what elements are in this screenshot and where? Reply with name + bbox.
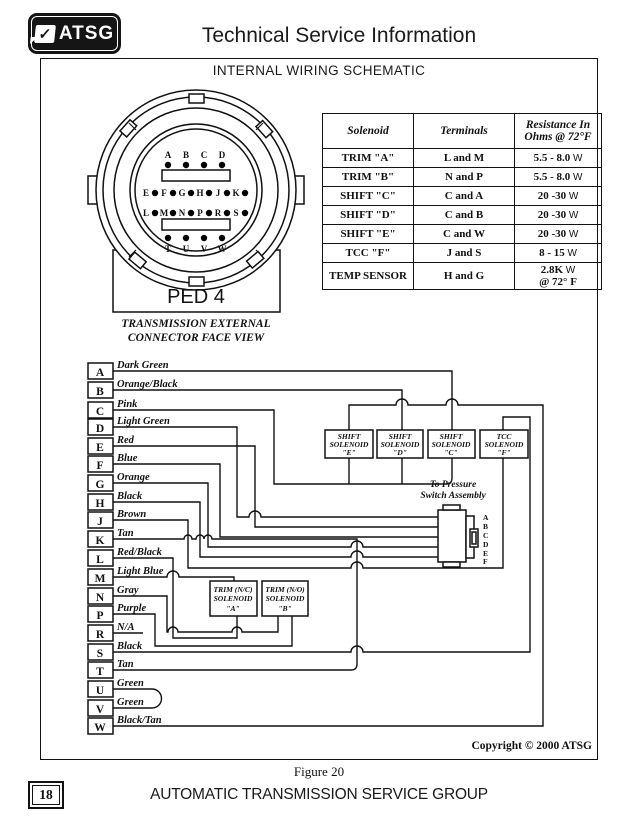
svg-text:SOLENOID: SOLENOID	[484, 440, 524, 449]
svg-text:B: B	[96, 386, 104, 398]
connector-face-drawing	[88, 90, 304, 344]
svg-text:T: T	[96, 666, 104, 678]
svg-text:To Pressure: To Pressure	[429, 480, 477, 490]
svg-text:Switch Assembly: Switch Assembly	[420, 491, 486, 501]
svg-text:N/A: N/A	[117, 622, 135, 633]
svg-text:H: H	[196, 188, 204, 198]
svg-text:P: P	[197, 208, 203, 218]
svg-text:F: F	[96, 460, 104, 472]
svg-text:Orange: Orange	[117, 472, 150, 483]
solenoid-boxes	[325, 430, 528, 458]
svg-text:SOLENOID: SOLENOID	[329, 440, 369, 449]
svg-text:SOLENOID: SOLENOID	[431, 440, 471, 449]
table-row: TRIM "B" N and P 5.5 - 8.0 W	[323, 168, 602, 187]
connector-label: PED 4	[167, 286, 225, 308]
svg-text:D: D	[218, 150, 226, 160]
svg-text:L: L	[96, 554, 104, 566]
svg-text:Pink: Pink	[117, 399, 138, 410]
svg-text:TRIM (N/O): TRIM (N/O)	[265, 585, 305, 594]
svg-text:D: D	[483, 540, 489, 549]
svg-text:U: U	[95, 685, 105, 697]
svg-text:Tan: Tan	[117, 528, 134, 539]
svg-text:S: S	[233, 208, 239, 218]
svg-text:"E": "E"	[342, 448, 356, 457]
svg-text:SHIFT: SHIFT	[388, 432, 412, 441]
connector-caption-1: TRANSMISSION EXTERNAL	[121, 318, 271, 330]
svg-text:G: G	[95, 479, 105, 491]
svg-text:M: M	[94, 573, 106, 585]
wiring-lines	[113, 371, 543, 726]
svg-text:G: G	[178, 188, 186, 198]
svg-text:Orange/Black: Orange/Black	[117, 379, 178, 390]
svg-text:E: E	[96, 442, 104, 454]
svg-text:"C": "C"	[444, 448, 458, 457]
svg-text:E: E	[483, 549, 489, 558]
table-row: TRIM "A" L and M 5.5 - 8.0 W	[323, 149, 602, 168]
svg-text:C: C	[95, 406, 105, 418]
svg-text:"B": "B"	[278, 604, 292, 613]
svg-text:R: R	[95, 629, 105, 641]
svg-text:D: D	[95, 423, 105, 435]
svg-text:P: P	[96, 610, 104, 622]
svg-text:J: J	[97, 516, 103, 528]
svg-text:"D": "D"	[393, 448, 407, 457]
trim-solenoid-boxes	[210, 581, 308, 616]
svg-text:Black: Black	[117, 491, 143, 502]
svg-text:C: C	[200, 150, 208, 160]
svg-text:TCC: TCC	[496, 432, 512, 441]
svg-text:A: A	[483, 513, 489, 522]
svg-text:Light Blue: Light Blue	[117, 566, 164, 577]
svg-text:SOLENOID: SOLENOID	[265, 594, 305, 603]
svg-text:J: J	[215, 188, 221, 198]
col-header-resistance: Resistance In Ohms @ 72°F	[515, 114, 602, 149]
svg-text:N: N	[178, 208, 186, 218]
svg-text:R: R	[214, 208, 222, 218]
svg-text:F: F	[483, 557, 488, 566]
svg-text:C: C	[483, 531, 489, 540]
svg-text:Purple: Purple	[117, 603, 147, 614]
wire-color-labels	[116, 360, 178, 726]
svg-text:H: H	[95, 498, 105, 510]
svg-text:"A": "A"	[226, 604, 240, 613]
table-row: SHIFT "D" C and B 20 -30 W	[323, 206, 602, 225]
svg-text:A: A	[164, 150, 172, 160]
svg-text:Light Green: Light Green	[117, 416, 170, 427]
svg-text:V: V	[200, 244, 208, 254]
svg-text:M: M	[159, 208, 169, 218]
svg-text:K: K	[232, 188, 240, 198]
col-header-solenoid: Solenoid	[323, 114, 414, 149]
svg-text:N: N	[95, 592, 105, 604]
svg-text:Red: Red	[117, 435, 134, 446]
svg-text:B: B	[483, 522, 489, 531]
col-header-terminals: Terminals	[414, 114, 515, 149]
page-number: 18	[32, 785, 60, 805]
svg-text:T: T	[164, 244, 172, 254]
svg-text:SOLENOID: SOLENOID	[213, 594, 253, 603]
svg-text:Brown: Brown	[117, 509, 147, 520]
svg-text:Dark Green: Dark Green	[117, 360, 169, 371]
svg-text:K: K	[95, 535, 105, 547]
svg-text:S: S	[96, 648, 104, 660]
svg-text:W: W	[217, 244, 227, 254]
pressure-switch-connector	[420, 480, 489, 567]
table-row: TCC "F" J and S 8 - 15 W	[323, 244, 602, 263]
svg-text:Black: Black	[117, 641, 143, 652]
svg-text:"F": "F"	[497, 448, 511, 457]
svg-text:F: F	[161, 188, 167, 198]
connector-caption-2: CONNECTOR FACE VIEW	[127, 332, 265, 344]
copyright-text: Copyright © 2000 ATSG	[471, 740, 592, 752]
svg-text:Tan: Tan	[117, 659, 134, 670]
page-title: Technical Service Information	[201, 24, 477, 47]
svg-text:V: V	[95, 704, 105, 716]
wiring-diagram	[88, 360, 543, 734]
svg-text:A: A	[95, 367, 105, 379]
svg-text:W: W	[94, 722, 106, 734]
svg-text:E: E	[142, 188, 150, 198]
svg-text:Red/Black: Red/Black	[117, 547, 162, 558]
svg-text:Green: Green	[117, 678, 144, 689]
svg-text:TRIM (N/C): TRIM (N/C)	[213, 585, 253, 594]
table-row: TEMP SENSOR H and G 2.8K W @ 72° F	[323, 263, 602, 290]
table-row: SHIFT "E" C and W 20 -30 W	[323, 225, 602, 244]
svg-text:Black/Tan: Black/Tan	[117, 715, 162, 726]
logo-text: ATSG	[58, 22, 115, 44]
svg-text:L: L	[142, 208, 150, 218]
pin-letter-boxes	[88, 363, 113, 734]
svg-text:SOLENOID: SOLENOID	[380, 440, 420, 449]
table-row: SHIFT "C" C and A 20 -30 W	[323, 187, 602, 206]
svg-text:U: U	[182, 244, 190, 254]
svg-text:Green: Green	[117, 697, 144, 708]
figure-caption: Figure 20	[293, 764, 345, 779]
svg-text:Blue: Blue	[117, 453, 138, 464]
svg-text:SHIFT: SHIFT	[439, 432, 463, 441]
svg-text:Gray: Gray	[117, 585, 139, 596]
schematic-title: INTERNAL WIRING SCHEMATIC	[212, 63, 426, 78]
checkmark-icon: ✓	[34, 25, 56, 43]
svg-text:B: B	[182, 150, 190, 160]
footer-organization: AUTOMATIC TRANSMISSION SERVICE GROUP	[150, 786, 488, 803]
svg-text:SHIFT: SHIFT	[337, 432, 361, 441]
